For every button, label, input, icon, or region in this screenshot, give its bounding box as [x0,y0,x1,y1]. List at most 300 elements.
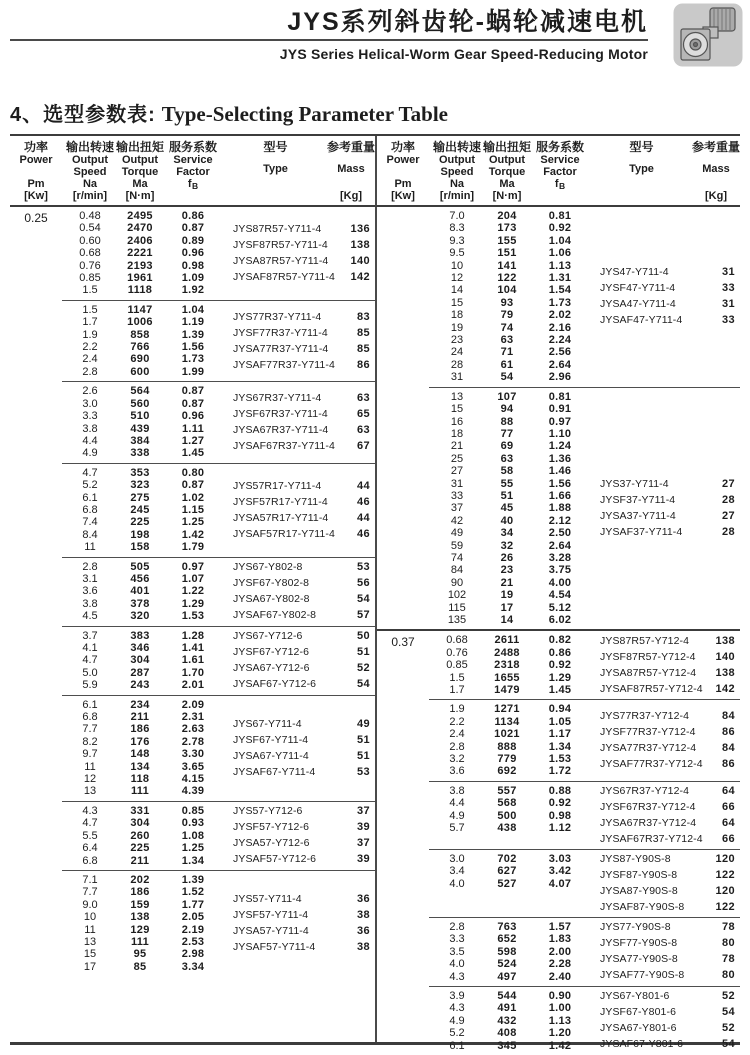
speed-value: 11 [84,760,96,773]
column-header-mass [692,140,740,202]
data-row [429,260,591,272]
speed-value: 16 [450,415,464,428]
data-rows [429,391,591,627]
data-row [429,490,591,502]
column-header-cn: 功率 [23,140,48,154]
type-row [600,1006,735,1019]
model-code: JYSA67-Y712-6 [233,662,310,675]
block-body [62,695,375,801]
torque-value: 54 [500,371,514,384]
right-column-blocks [377,207,740,1055]
type-row [600,266,735,279]
model-code: JYSF67-Y712-6 [233,646,310,659]
data-rows [429,210,591,384]
speed-value: 13 [83,785,97,798]
symbol-main: Ma [499,178,515,190]
block-body [429,699,740,780]
speed-value: 2.2 [449,715,465,728]
torque-value: 1961 [127,272,153,285]
type-row [233,408,370,421]
power-value [377,917,429,986]
service-factor-value: 0.88 [548,784,572,797]
mass-value: 31 [721,266,735,279]
data-row [62,222,224,234]
column-header-symbol [188,178,198,190]
speed-value: 3.9 [449,989,465,1002]
type-list [591,210,740,384]
table-body-row [10,207,740,1052]
torque-value: 510 [130,410,150,423]
torque-value: 1134 [494,715,520,728]
table-block [10,557,375,626]
speed-value: 19 [450,321,464,334]
service-factor-value: 0.86 [181,210,205,222]
service-factor-value: 1.11 [181,422,204,435]
type-row [233,343,370,356]
speed-value: 0.85 [446,659,468,672]
model-code: JYSF77R37-Y711-4 [233,326,328,339]
mass-value: 54 [356,678,370,691]
column-header-speed [62,140,118,202]
data-row [62,911,224,923]
service-factor-value: 5.12 [548,601,572,614]
torque-value: 1006 [127,316,153,329]
torque-value: 323 [130,479,150,492]
service-factor-value: 1.29 [548,671,572,684]
service-factor-value: 2.98 [181,948,205,961]
mass-value: 54 [721,1006,735,1019]
block-body [429,781,740,849]
column-header-en: Service [540,154,580,166]
service-factor-value: 1.07 [181,572,205,585]
type-list [591,990,740,1052]
speed-value: 4.7 [82,654,98,667]
data-row [429,878,591,890]
type-row [233,718,370,731]
torque-value: 198 [130,528,150,541]
model-code: JYS67R37-Y711-4 [233,392,322,404]
service-factor-value: 0.82 [548,634,572,647]
power-value [377,387,429,630]
torque-value: 331 [130,804,150,817]
block-body [62,801,375,870]
torque-value: 456 [130,572,150,585]
mass-value: 66 [721,832,735,845]
table-block [377,387,740,630]
table-block [10,381,375,462]
model-code: JYS57-Y711-4 [233,893,302,906]
torque-value: 598 [497,945,517,958]
speed-value: 1.5 [82,303,98,316]
torque-value: 560 [130,397,150,410]
service-factor-value: 1.06 [548,247,572,260]
type-row [600,853,735,866]
type-row [233,909,370,922]
service-factor-value: 1.88 [548,502,572,515]
mass-value: 54 [721,1038,735,1051]
data-row [62,630,224,642]
speed-value: 15 [450,296,464,309]
data-row [429,634,591,646]
speed-value: 102 [447,589,467,602]
column-header-symbol [27,178,44,190]
model-code: JYSF67-Y802-8 [233,577,310,590]
speed-value: 6.1 [82,698,98,711]
data-row [62,699,224,711]
speed-value: 27 [450,465,464,478]
column-header-factor [162,140,224,202]
service-factor-value: 1.29 [181,597,205,610]
block-body [429,849,740,917]
model-code: JYSAF67-Y711-4 [233,765,316,778]
speed-value: 3.6 [449,765,465,778]
type-row [233,593,370,606]
torque-value: 118 [130,773,150,786]
type-row [600,921,735,934]
column-header-power [377,140,429,202]
mass-value: 51 [356,733,370,746]
type-row [600,526,735,539]
speed-value: 74 [450,551,464,564]
data-rows [429,853,591,914]
data-row [429,453,591,465]
table-header-row [10,136,740,207]
service-factor-value: 2.01 [181,679,205,692]
column-header-cn: 输出扭矩 [116,140,165,154]
data-row [429,741,591,753]
service-factor-value: 2.05 [181,911,205,924]
symbol-sub: B [192,181,199,191]
torque-value: 202 [130,873,150,886]
mass-value: 46 [356,495,370,508]
data-row [429,564,591,576]
speed-value: 24 [450,346,464,359]
service-factor-value: 1.39 [181,328,205,341]
service-factor-value: 1.27 [181,434,205,447]
data-rows [62,630,224,692]
speed-value: 3.3 [449,933,465,946]
data-row [62,447,224,459]
service-factor-value: 1.22 [181,585,205,598]
service-factor-value: 1.70 [181,666,205,679]
service-factor-value: 0.81 [548,390,572,403]
model-code: JYSA37-Y711-4 [600,510,676,523]
power-value: 0.25 [24,211,48,225]
service-factor-value: 1.79 [181,541,205,554]
model-code: JYS67-Y802-8 [233,561,303,574]
torque-value: 1118 [127,284,153,297]
data-row [62,924,224,936]
data-row [429,716,591,728]
type-row [233,662,370,675]
mass-value: 33 [721,282,735,295]
speed-value: 13 [83,935,97,948]
data-row [429,865,591,877]
type-list [224,874,375,973]
parameter-table [10,134,741,1052]
column-header-type [224,140,327,202]
column-header-en: Output [438,154,476,166]
type-row [600,869,735,882]
model-code: JYSAF87R57-Y711-4 [233,270,335,283]
speed-value: 2.8 [449,920,465,933]
power-value [10,300,62,381]
column-header-en: Mass [702,163,730,175]
type-row [233,223,370,236]
title-block [10,6,648,63]
mass-value: 28 [721,526,735,539]
data-row [62,529,224,541]
torque-value: 383 [130,629,150,642]
model-code: JYSA67-Y711-4 [233,749,309,762]
table-block [10,463,375,557]
data-row [429,785,591,797]
column-header-symbol [555,178,565,190]
type-row [233,609,370,622]
speed-value: 18 [450,427,464,440]
model-code: JYS67-Y712-6 [233,630,303,643]
type-row [233,941,370,954]
mass-value: 51 [356,749,370,762]
column-header-cn: 功率 [390,140,415,154]
type-row [233,512,370,525]
data-row [429,765,591,777]
torque-value: 173 [497,222,517,235]
data-row [429,540,591,552]
speed-value: 0.48 [79,210,101,222]
torque-value: 40 [500,514,514,527]
service-factor-value: 0.98 [181,259,205,272]
data-row [429,478,591,490]
service-factor-value: 1.00 [548,1002,572,1015]
service-factor-value: 1.42 [181,528,205,541]
torque-value: 338 [130,447,150,460]
data-row [429,659,591,671]
torque-value: 2470 [127,222,153,235]
power-value [10,557,62,626]
section-title-cn: 4、选型参数表: [10,104,156,126]
data-row [62,467,224,479]
model-code: JYSA87R57-Y712-4 [600,666,697,679]
service-factor-value: 0.91 [548,403,572,416]
torque-value: 287 [130,666,150,679]
torque-value: 439 [130,422,150,435]
data-row [429,1015,591,1027]
speed-value: 2.8 [449,740,465,753]
torque-value: 21 [500,576,514,589]
speed-value: 6.8 [82,711,98,724]
model-code: JYSF67R37-Y711-4 [233,408,328,420]
page-title-en: JYS Series Helical-Worm Gear Speed-Reducing Motor [279,46,648,62]
mass-value: 37 [356,805,370,818]
data-row [62,284,224,296]
speed-value: 3.0 [82,397,98,410]
service-factor-value: 0.87 [181,397,205,410]
service-factor-value: 4.07 [548,877,572,890]
speed-value: 1.5 [449,671,465,684]
symbol-main: f [554,178,559,190]
speed-value: 0.76 [446,646,468,659]
speed-value: 5.7 [449,822,465,835]
speed-value: 4.9 [449,809,465,822]
model-code: JYSF67-Y801-6 [600,1006,677,1019]
service-factor-value: 1.15 [181,503,205,516]
mass-value: 52 [356,662,370,675]
torque-value: 225 [130,516,150,529]
speed-value: 15 [450,403,464,416]
data-row [62,817,224,829]
data-row [62,855,224,867]
data-rows [62,561,224,623]
data-row [429,527,591,539]
data-row [429,614,591,626]
data-row [62,210,224,222]
model-code: JYS37-Y711-4 [600,478,669,491]
torque-value: 524 [497,958,517,971]
data-row [62,936,224,948]
data-row [62,385,224,397]
model-code: JYSF67-Y711-4 [233,733,309,746]
data-row [429,235,591,247]
torque-value: 69 [500,440,514,453]
block-body [62,207,375,300]
mass-value: 78 [721,953,735,966]
mass-value: 56 [356,577,370,590]
service-factor-value: 1.09 [181,272,205,285]
service-factor-value: 1.77 [181,898,205,911]
mass-value: 86 [721,758,735,771]
model-code: JYSAF87R57-Y712-4 [600,682,703,695]
torque-value: 353 [130,466,150,479]
torque-value: 702 [497,852,517,865]
type-row [600,742,735,755]
model-code: JYSA47-Y711-4 [600,298,676,311]
column-header-unit: [N·m] [492,190,522,202]
type-row [600,651,735,664]
torque-value: 51 [500,489,514,502]
column-header-symbol [499,178,514,190]
type-row [600,710,735,723]
speed-value: 0.60 [79,234,101,247]
data-row [429,990,591,1002]
mass-value: 83 [356,310,370,323]
data-row [429,577,591,589]
model-code: JYS77-Y90S-8 [600,921,671,934]
model-code: JYSAF77-Y90S-8 [600,969,685,982]
left-column-blocks [10,207,375,976]
gearmotor-icon [673,3,743,67]
column-header-en: Type [263,163,288,175]
type-row [233,327,370,340]
service-factor-value: 0.94 [548,703,572,716]
service-factor-value: 4.39 [181,785,205,798]
type-list [224,630,375,692]
type-list [224,210,375,297]
service-factor-value: 1.73 [181,353,205,366]
service-factor-value: 2.12 [548,514,572,527]
data-row [429,797,591,809]
torque-value: 652 [497,933,517,946]
torque-value: 88 [500,415,514,428]
column-header-torque [483,140,532,202]
torque-value: 2611 [494,634,520,647]
torque-value: 159 [130,898,150,911]
power-value [377,699,429,780]
torque-value: 134 [130,760,150,773]
data-row [429,853,591,865]
torque-value: 23 [500,564,514,577]
speed-value: 4.4 [449,797,465,810]
type-row [233,734,370,747]
column-header-cn: 服务系数 [535,140,584,154]
speed-value: 4.1 [82,642,98,654]
column-header-unit: [Kg] [705,190,727,202]
torque-value: 19 [500,589,514,602]
column-header-power [10,140,62,202]
power-value [10,463,62,557]
column-header-cn: 型号 [629,140,654,154]
power-value: 0.37 [391,635,415,650]
data-row [429,753,591,765]
speed-value: 59 [450,539,464,552]
model-code: JYSA57-Y712-6 [233,837,310,850]
mass-value: 78 [721,921,735,934]
speed-value: 12 [83,773,97,786]
column-header-en: Factor [176,166,210,178]
type-row [233,424,370,437]
torque-value: 211 [130,854,150,867]
torque-value: 779 [497,753,517,766]
column-header-en: Output [488,154,526,166]
type-row [233,750,370,763]
service-factor-value: 1.08 [181,829,205,842]
torque-value: 211 [130,711,150,724]
data-row [62,423,224,435]
type-row [600,885,735,898]
table-block [377,207,740,387]
model-code: JYSA87-Y90S-8 [600,884,678,897]
service-factor-value: 1.83 [548,933,572,946]
data-row [429,210,591,222]
block-body [429,387,740,630]
model-code: JYS77R37-Y712-4 [600,710,690,723]
torque-value: 14 [500,614,514,626]
type-list [224,561,375,623]
torque-value: 243 [130,679,150,692]
table-body-right [375,207,740,1052]
type-list [224,385,375,459]
type-row [600,478,735,491]
table-header-left [10,136,375,207]
mass-value: 51 [356,646,370,659]
type-row [233,440,370,453]
speed-value: 2.8 [82,560,98,573]
mass-value: 122 [715,868,735,881]
type-row [233,678,370,691]
mass-value: 140 [715,650,735,663]
service-factor-value: 1.34 [548,740,572,753]
service-factor-value: 1.41 [181,642,205,654]
mass-value: 44 [356,479,370,492]
service-factor-value: 0.96 [181,410,205,423]
speed-value: 10 [450,259,464,272]
data-row [62,573,224,585]
model-code: JYSF67R37-Y712-4 [600,800,696,813]
data-rows [62,467,224,554]
type-row [600,990,735,1003]
service-factor-value: 1.04 [181,303,205,316]
speed-value: 5.2 [82,479,98,492]
